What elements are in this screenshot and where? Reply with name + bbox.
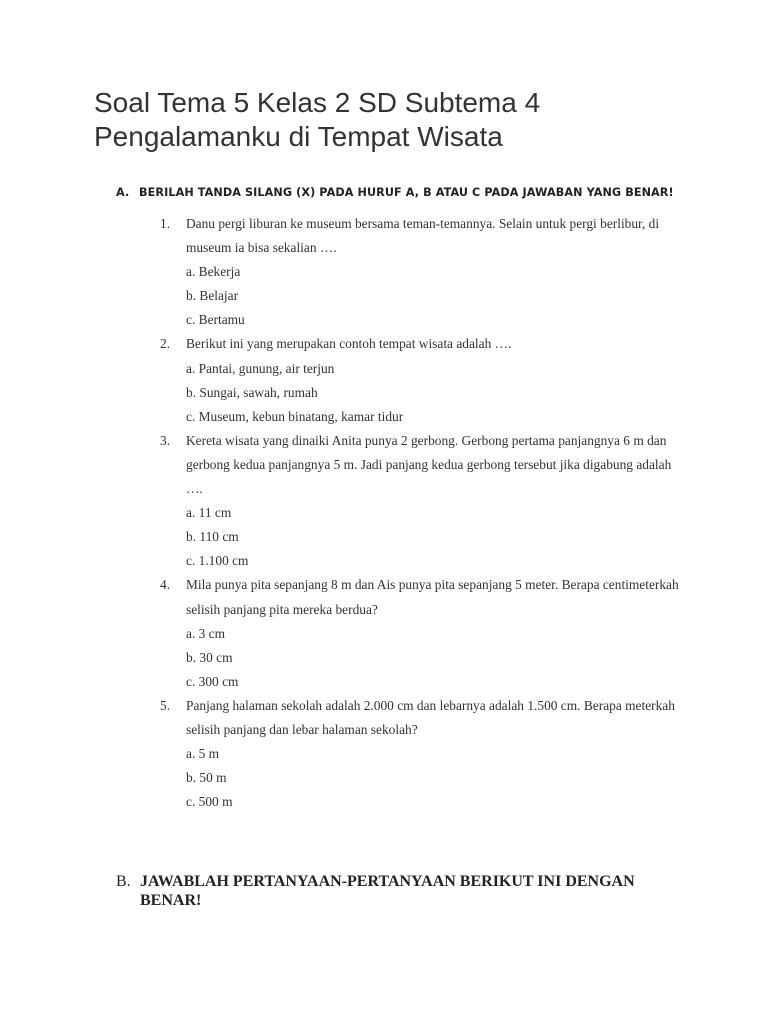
answer-option: b. 50 m — [186, 770, 227, 786]
question-item — [160, 332, 690, 428]
question-number: 1. — [160, 216, 171, 231]
section-a-letter: A. — [116, 186, 130, 199]
answer-option: b. 110 cm — [186, 529, 239, 545]
title-line-1: Soal Tema 5 Kelas 2 SD Subtema 4 — [94, 87, 541, 118]
answer-option: c. 300 cm — [186, 673, 239, 689]
section-a-heading — [116, 186, 716, 199]
answer-option: c. Bertamu — [186, 312, 245, 328]
answer-option: b. 30 cm — [186, 649, 233, 665]
answer-option: a. 11 cm — [186, 505, 232, 521]
answer-option: a. 5 m — [186, 746, 220, 762]
question-item — [160, 694, 690, 814]
question-list — [160, 212, 690, 814]
question-text: Danu pergi liburan ke museum bersama teman-temannya. Selain untuk pergi berlibur, di museum ia bisa sekalian …. — [186, 216, 660, 256]
answer-option: a. Pantai, gunung, air terjun — [186, 360, 335, 376]
question-number: 4. — [160, 577, 171, 593]
answer-option: b. Sungai, sawah, rumah — [186, 384, 318, 400]
title-line-2: Pengalamanku di Tempat Wisata — [94, 121, 503, 152]
document-title — [94, 86, 734, 154]
answer-option: c. Museum, kebun binatang, kamar tidur — [186, 408, 404, 424]
answer-option: c. 1.100 cm — [186, 553, 249, 569]
question-text: Kereta wisata yang dinaiki Anita punya 2 gerbong. Gerbong pertama panjangnya 6 m dan gerbong kedua panjangnya 5 m. Jadi panjang kedua gerbong tersebut jika digabung adalah …. — [186, 432, 672, 497]
answer-option: b. Belajar — [186, 288, 239, 304]
section-b-instruction: JAWABLAH PERTANYAAN-PERTANYAAN BERIKUT INI DENGAN BENAR! — [140, 873, 635, 909]
question-text: Mila punya pita sepanjang 8 m dan Ais punya pita sepanjang 5 meter. Berapa centimeterkah selisih panjang pita mereka berdua? — [186, 577, 679, 617]
question-item — [160, 573, 690, 693]
section-b-letter: B. — [116, 873, 131, 890]
question-number: 3. — [160, 432, 171, 448]
question-text: Berikut ini yang merupakan contoh tempat wisata adalah …. — [186, 336, 512, 352]
answer-option: a. Bekerja — [186, 264, 241, 280]
question-text: Panjang halaman sekolah adalah 2.000 cm dan lebarnya adalah 1.500 cm. Berapa meterkah selisih panjang dan lebar halaman sekolah? — [186, 697, 675, 737]
answer-option: c. 500 m — [186, 794, 233, 810]
section-b-heading — [116, 872, 656, 910]
question-item — [160, 212, 690, 332]
question-number: 2. — [160, 336, 171, 352]
answer-option: a. 3 cm — [186, 625, 226, 641]
section-a-instruction: BERILAH TANDA SILANG (X) PADA HURUF A, B ATAU C PADA JAWABAN YANG BENAR! — [139, 186, 674, 199]
question-item — [160, 429, 690, 574]
question-number: 5. — [160, 697, 171, 713]
